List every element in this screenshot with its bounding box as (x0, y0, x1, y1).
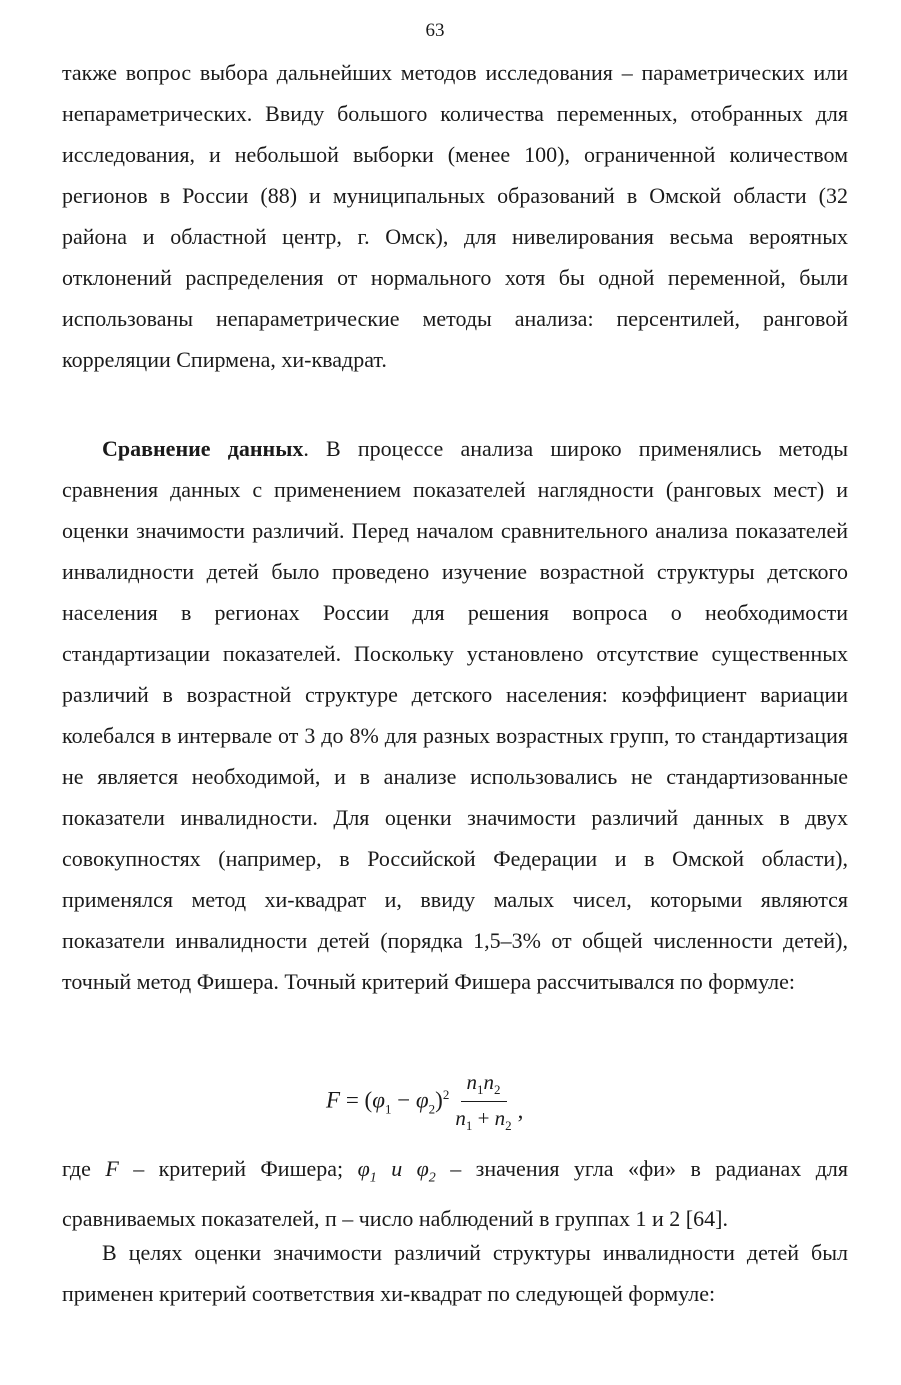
paragraph-methods-choice: также вопрос выбора дальнейших методов исследования – параметрических или непараметрических. Ввиду большого количества переменных, отобранных для исследования, и небольшой выборки (менее 100), ограниченной количеством регионов в России (88) и муниципальных образований в Омской области (32 района и областной центр, г. Омск), для нивелирования весьма вероятных отклонений распределения от нормального хотя бы одной переменной, были использованы непараметрические методы анализа: персентилей, ранговой корреляции Спирмена, хи-квадрат. (62, 60, 848, 372)
paragraph-data-comparison (62, 428, 848, 1002)
formula-numerator: $n_1n_2$ (461, 1070, 507, 1101)
formula-lhs: $F = (\varphi_1 - \varphi_2)^2$ (326, 1086, 450, 1117)
paragraph-chi-square-intro: В целях оценки значимости различий структуры инвалидности детей был применен критерий соответствия хи-квадрат по следующей формуле: (62, 1240, 848, 1306)
paragraph-data-comparison-text: . В процессе анализа широко применялись методы сравнения данных с применением показателей наглядности (ранговых мест) и оценки значимости различий. Перед началом сравнительного анализа показателей инвалидности детей было проведено изучение возрастной структуры детского населения в регионах России для решения вопроса о необходимости стандартизации показателей. Поскольку установлено отсутствие существенных различий в возрастной структуре детского населения: коэффициент вариации колебался в интервале от 3 до 8% для разных возрастных групп, то стандартизация не является необходимой, и в анализе использовались не стандартизованные показатели инвалидности. Для оценки значимости различий данных в двух совокупностях (например, в Российской Федерации и в Омской области), применялся метод хи-квадрат и, ввиду малых чисел, которыми являются показатели инвалидности детей (порядка 1,5–3% от общей численности детей), точный метод Фишера. Точный критерий Фишера рассчитывался по формуле: (62, 436, 848, 994)
fisher-formula (326, 1062, 523, 1142)
page-number: 63 (425, 20, 445, 41)
paragraph-formula-legend: где F – критерий Фишера; $\varphi_1$ и $\varphi_2$ – значения угла «фи» в радианах для сравниваемых показателей, п – число наблюдений в группах 1 и 2 [64]. (62, 1156, 849, 1232)
formula-denominator: $n_1 + n_2$ (455, 1105, 512, 1133)
section-heading-data-comparison: Сравнение данных (102, 436, 304, 461)
formula-fraction (455, 1070, 511, 1133)
formula-comma: , (517, 1098, 524, 1123)
